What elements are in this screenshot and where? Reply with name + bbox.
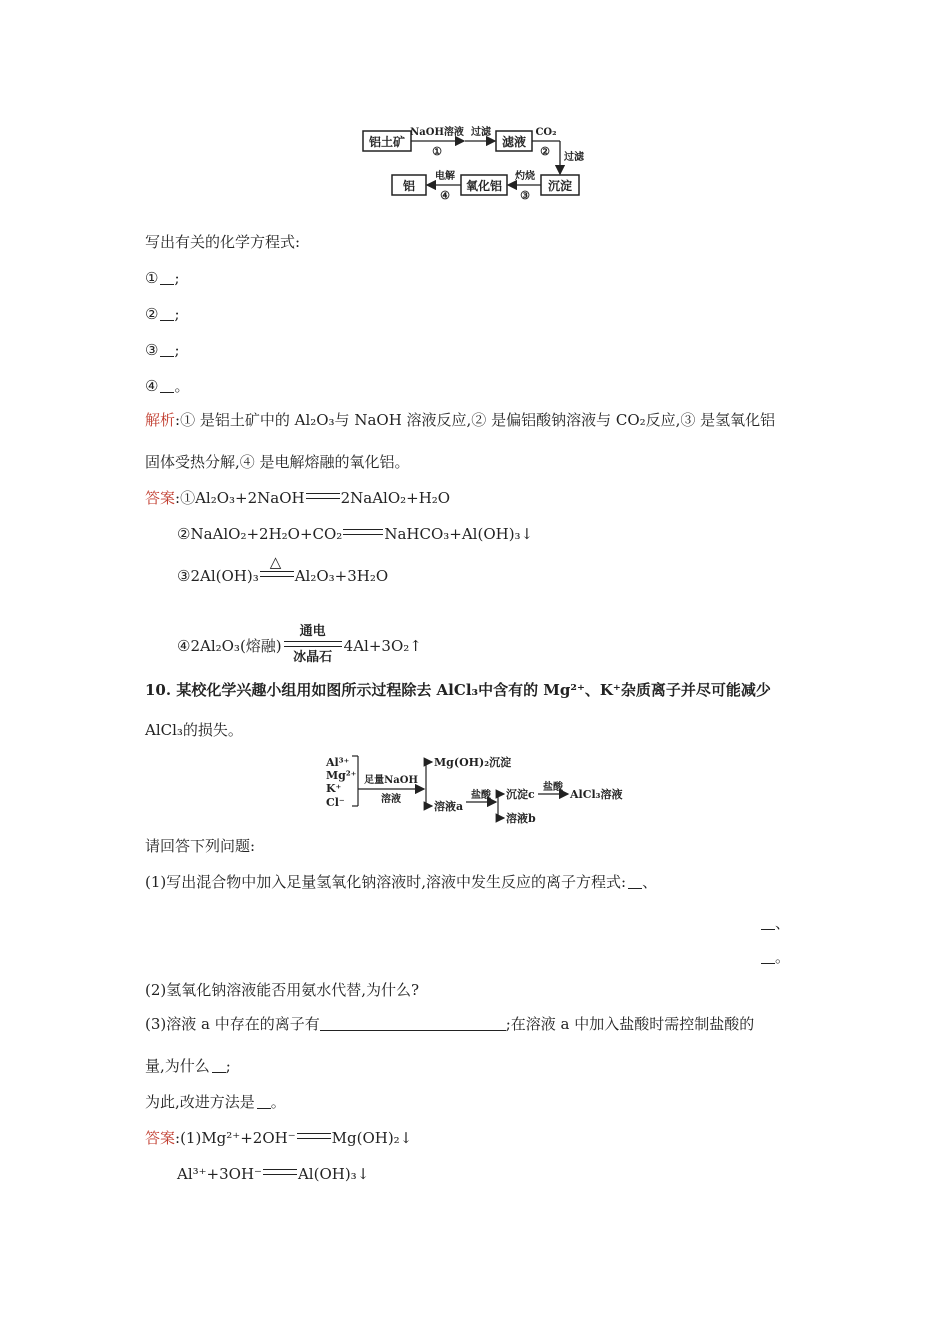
svg-text:溶液b: 溶液b	[506, 812, 536, 825]
box-bauxite-label: 铝土矿	[368, 135, 406, 149]
svg-text:Mg(OH)₂沉淀: Mg(OH)₂沉淀	[434, 756, 512, 769]
svg-text:Cl⁻: Cl⁻	[326, 796, 345, 809]
svg-text:③: ③	[520, 189, 530, 202]
svg-text:Mg²⁺: Mg²⁺	[326, 769, 357, 782]
q9-analysis: 解析:① 是铝土矿中的 Al₂O₃与 NaOH 溶液反应,② 是偏铝酸钠溶液与 CO₂反应,③ 是氢氧化铝	[145, 411, 776, 429]
svg-text:盐酸: 盐酸	[471, 790, 491, 801]
q9-item-4: ④ 。	[145, 377, 190, 395]
q9-answer-3: ③2Al(OH)₃ △ Al₂O₃+3H₂O	[177, 553, 389, 585]
q10-q2: (2)氢氧化钠溶液能否用氨水代替,为什么?	[145, 981, 420, 999]
q10-q1-blank-2: 、	[759, 912, 790, 933]
answer-label: 答案	[145, 489, 176, 507]
q9-answer-4: ④2Al₂O₃(熔融) 通电 冰晶石 4Al+3O₂↑	[177, 624, 422, 665]
box-aluminum-label: 铝	[402, 179, 416, 193]
q10-q1-blank-3: 。	[759, 946, 790, 967]
q10-answer-2: Al³⁺+3OH⁻ Al(OH)₃↓	[177, 1165, 370, 1183]
q9-item-2: ② ;	[145, 305, 180, 323]
svg-text:过滤: 过滤	[471, 127, 491, 138]
box-filtrate-label: 滤液	[501, 135, 527, 149]
q9-answer-2: ②NaAlO₂+2H₂O+CO₂ NaHCO₃+Al(OH)₃↓	[177, 525, 534, 543]
svg-text:K⁺: K⁺	[326, 782, 342, 795]
svg-text:电解: 电解	[435, 171, 455, 182]
svg-text:CO₂: CO₂	[535, 127, 557, 138]
analysis-label: 解析	[145, 411, 176, 429]
separation-diagram	[0, 748, 950, 838]
svg-text:AlCl₃溶液: AlCl₃溶液	[570, 788, 623, 801]
q10-q1: (1)写出混合物中加入足量氢氧化钠溶液时,溶液中发生反应的离子方程式: 、	[145, 873, 658, 891]
q10-q3-cont: 量,为什么 ;	[145, 1057, 231, 1075]
q9-item-3: ③ ;	[145, 341, 180, 359]
svg-text:④: ④	[440, 189, 450, 202]
svg-text:溶液a: 溶液a	[434, 800, 464, 813]
svg-text:NaOH溶液: NaOH溶液	[410, 127, 464, 138]
q10-answer-1: 答案:(1)Mg²⁺+2OH⁻ Mg(OH)₂↓	[145, 1129, 413, 1147]
process-flow-diagram	[0, 0, 950, 210]
svg-text:Al³⁺: Al³⁺	[326, 756, 350, 769]
q10-prompt: 请回答下列问题:	[145, 837, 256, 855]
q10-answer-label: 答案	[145, 1129, 176, 1147]
svg-text:过滤: 过滤	[564, 152, 584, 163]
box-alumina-label: 氧化铝	[465, 179, 503, 193]
svg-text:沉淀c: 沉淀c	[506, 788, 535, 801]
q9-analysis-cont: 固体受热分解,④ 是电解熔融的氧化铝。	[145, 453, 410, 471]
q10-stem: 10. 某校化学兴趣小组用如图所示过程除去 AlCl₃中含有的 Mg²⁺、K⁺杂质离子并尽可能减少	[145, 681, 771, 699]
q9-item-1: ① ;	[145, 269, 180, 287]
q10-q3: (3)溶液 a 中存在的离子有 ;在溶液 a 中加入盐酸时需控制盐酸的	[145, 1015, 755, 1033]
q10-q3-improve: 为此,改进方法是 。	[145, 1093, 286, 1111]
q9-answer-1: 答案:①Al₂O₃+2NaOH 2NaAlO₂+H₂O	[145, 489, 451, 507]
svg-text:盐酸: 盐酸	[543, 782, 563, 793]
svg-text:溶液: 溶液	[381, 794, 401, 805]
svg-text:足量NaOH: 足量NaOH	[364, 775, 418, 786]
svg-text:②: ②	[540, 145, 550, 158]
q10-stem-cont: AlCl₃的损失。	[145, 721, 243, 739]
svg-text:灼烧: 灼烧	[515, 171, 535, 182]
q9-prompt: 写出有关的化学方程式:	[145, 233, 301, 251]
box-precipitate-label: 沉淀	[547, 179, 573, 193]
svg-text:①: ①	[432, 145, 442, 158]
